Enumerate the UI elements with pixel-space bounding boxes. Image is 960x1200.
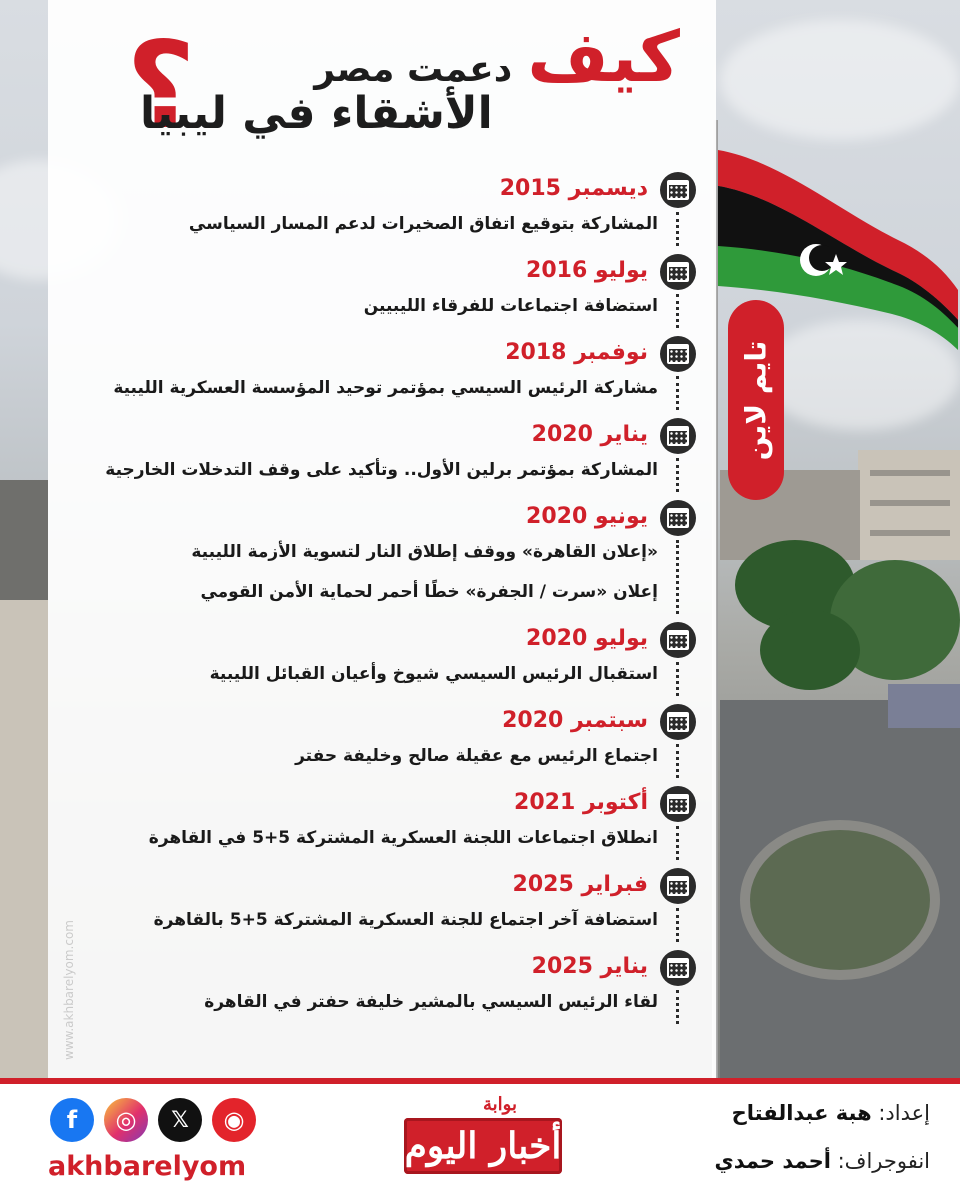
timeline-date: يناير 2025 <box>531 954 648 979</box>
credit-prepared <box>732 1098 930 1128</box>
calendar-icon-grid <box>667 180 689 200</box>
timeline-event: مشاركة الرئيس السيسي بمؤتمر توحيد المؤسسة العسكرية الليبية <box>113 378 658 398</box>
timeline-date: أكتوبر 2021 <box>514 790 648 815</box>
timeline-connector <box>676 908 679 942</box>
timeline-entry <box>48 498 716 620</box>
headline-how: كيف <box>527 16 680 98</box>
timeline-event: انطلاق اجتماعات اللجنة العسكرية المشتركة 5+5 في القاهرة <box>148 828 658 848</box>
credit-infographic <box>714 1146 930 1176</box>
question-mark: ؟ <box>126 17 196 156</box>
calendar-icon-grid <box>667 794 689 814</box>
social-handle[interactable]: akhbarelyom <box>48 1151 247 1182</box>
timeline-entry <box>48 252 716 334</box>
logo-wordmark: أخبار اليوم <box>404 1118 562 1174</box>
x-icon[interactable]: 𝕏 <box>158 1098 202 1142</box>
calendar-icon-grid <box>667 426 689 446</box>
calendar-icon <box>660 172 696 208</box>
timeline-date: يوليو 2020 <box>526 626 648 651</box>
calendar-icon-grid <box>667 876 689 896</box>
facebook-icon[interactable]: f <box>50 1098 94 1142</box>
timeline-date: سبتمبر 2020 <box>502 708 648 733</box>
timeline-tag-label: تايم لاين <box>739 340 773 460</box>
timeline-entry <box>48 416 716 498</box>
timeline-date: ديسمبر 2015 <box>499 176 648 201</box>
credit-prepared-name: هبة عبدالفتاح <box>731 1101 872 1125</box>
headline-line-2: الأشقاء في ليبيا <box>140 88 493 139</box>
timeline-event: المشاركة بمؤتمر برلين الأول.. وتأكيد على وقف التدخلات الخارجية <box>105 460 658 480</box>
calendar-icon <box>660 622 696 658</box>
headline <box>48 10 716 160</box>
calendar-icon <box>660 500 696 536</box>
timeline-entry <box>48 948 716 1030</box>
credit-infographic-name: أحمد حمدي <box>714 1149 831 1173</box>
credit-prepared-label: إعداد: <box>878 1101 930 1125</box>
timeline-event: لقاء الرئيس السيسي بالمشير خليفة حفتر في القاهرة <box>204 992 658 1012</box>
calendar-icon <box>660 704 696 740</box>
timeline-event: استضافة اجتماعات للفرقاء الليبيين <box>363 296 658 316</box>
calendar-icon-grid <box>667 712 689 732</box>
headline-egypt-supported: دعمت مصر <box>314 49 513 90</box>
timeline-entry <box>48 334 716 416</box>
calendar-icon <box>660 336 696 372</box>
timeline-connector <box>676 294 679 328</box>
timeline-connector <box>676 826 679 860</box>
calendar-icon-grid <box>667 958 689 978</box>
calendar-icon <box>660 786 696 822</box>
timeline-entry <box>48 866 716 948</box>
timeline-date: فبراير 2025 <box>512 872 648 897</box>
calendar-icon <box>660 418 696 454</box>
timeline-connector <box>676 376 679 410</box>
timeline-event: اجتماع الرئيس مع عقيلة صالح وخليفة حفتر <box>295 746 658 766</box>
akhbar-elyom-logo <box>398 1094 568 1184</box>
timeline-connector <box>676 540 679 614</box>
logo-portal-word: بوابة <box>483 1094 517 1115</box>
calendar-icon <box>660 254 696 290</box>
credit-infographic-label: انفوجراف: <box>837 1149 930 1173</box>
timeline-connector <box>676 212 679 246</box>
calendar-icon-grid <box>667 630 689 650</box>
timeline-event: «إعلان القاهرة» ووقف إطلاق النار لتسوية الأزمة الليبية <box>191 542 658 562</box>
footer <box>0 1084 960 1200</box>
calendar-icon <box>660 868 696 904</box>
timeline-date: يوليو 2016 <box>526 258 648 283</box>
dribbble-icon[interactable]: ◉ <box>212 1098 256 1142</box>
timeline-entry <box>48 170 716 252</box>
timeline-event: استضافة آخر اجتماع للجنة العسكرية المشتركة 5+5 بالقاهرة <box>153 910 658 930</box>
timeline-event: استقبال الرئيس السيسي شيوخ وأعيان القبائل الليبية <box>209 664 658 684</box>
timeline-connector <box>676 990 679 1024</box>
timeline-date: يونيو 2020 <box>526 504 648 529</box>
timeline-event: إعلان «سرت / الجفرة» خطًا أحمر لحماية الأمن القومي <box>200 582 658 602</box>
instagram-icon[interactable]: ◎ <box>104 1098 148 1142</box>
calendar-icon-grid <box>667 344 689 364</box>
timeline-connector <box>676 458 679 492</box>
calendar-icon-grid <box>667 508 689 528</box>
timeline-entry <box>48 620 716 702</box>
timeline-tag <box>728 300 784 500</box>
timeline-event: المشاركة بتوقيع اتفاق الصخيرات لدعم المسار السياسي <box>188 214 658 234</box>
calendar-icon-grid <box>667 262 689 282</box>
watermark: www.akhbarelyom.com <box>62 920 76 1060</box>
social-icons <box>50 1098 280 1146</box>
timeline-date: يناير 2020 <box>531 422 648 447</box>
timeline-connector <box>676 744 679 778</box>
timeline-entry <box>48 784 716 866</box>
timeline-date: نوفمبر 2018 <box>505 340 648 365</box>
timeline-connector <box>676 662 679 696</box>
timeline-entry <box>48 702 716 784</box>
calendar-icon <box>660 950 696 986</box>
